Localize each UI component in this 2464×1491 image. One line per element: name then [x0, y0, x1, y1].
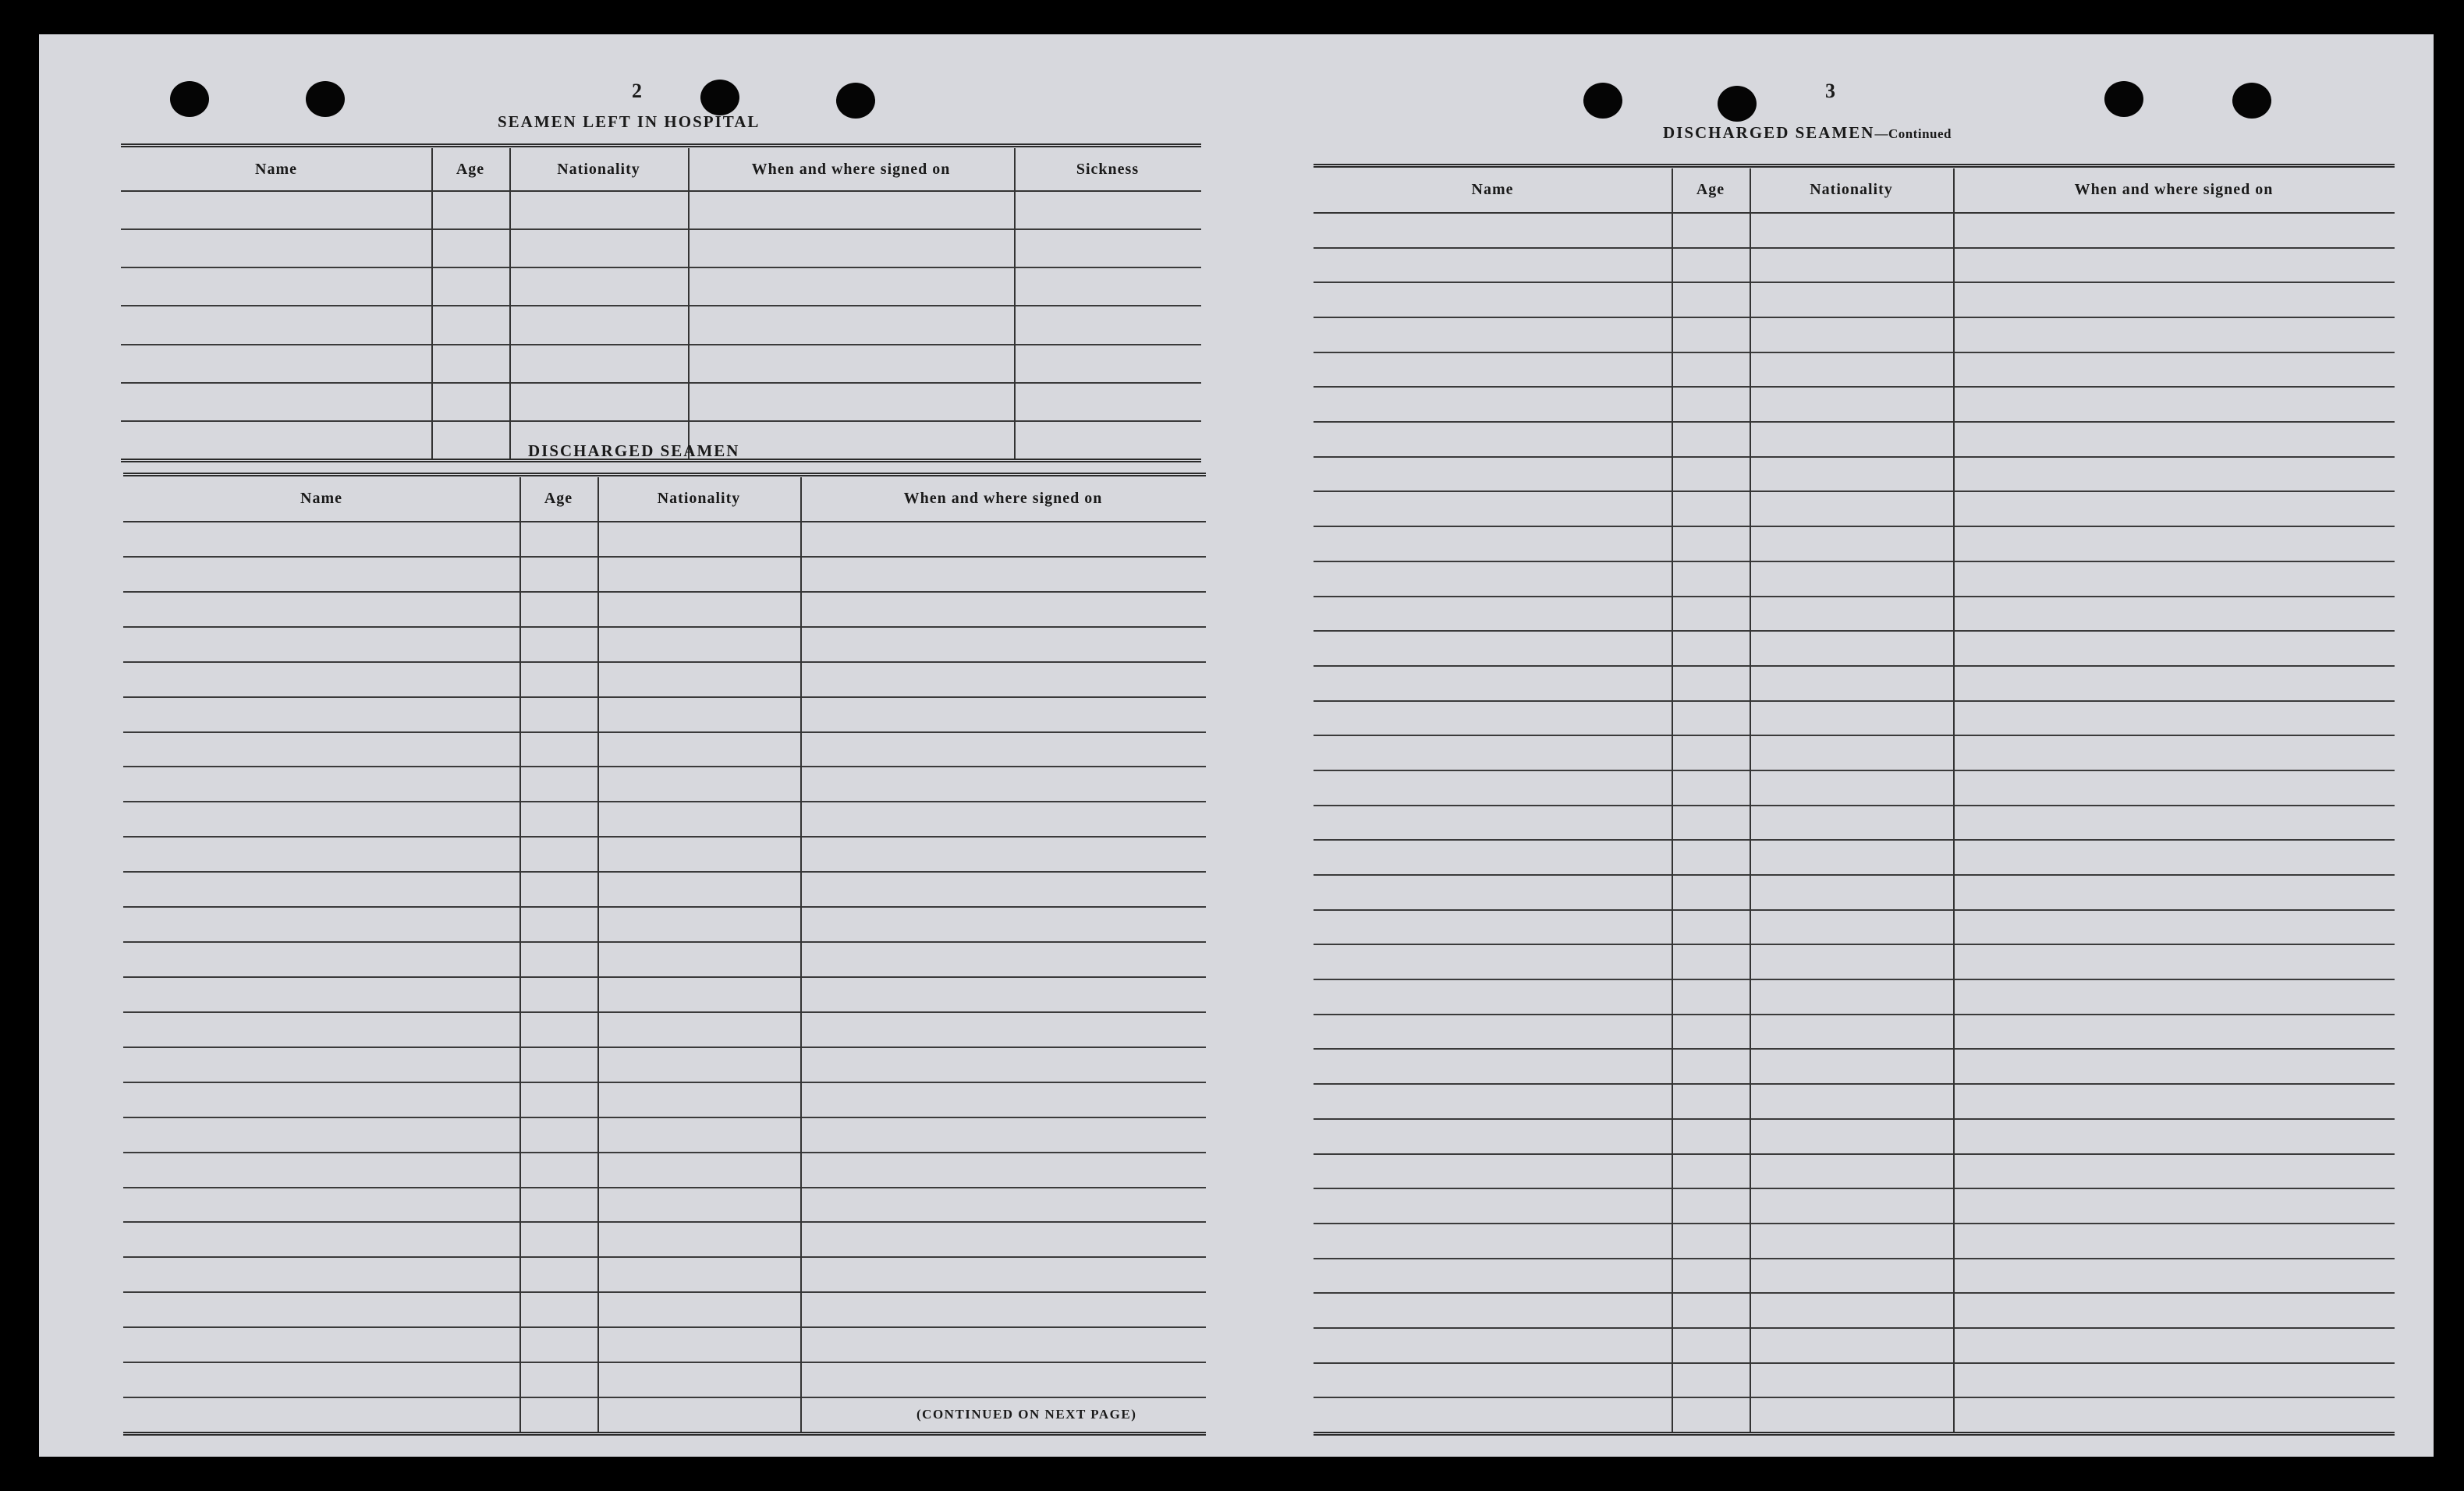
- continued-note: (CONTINUED ON NEXT PAGE): [916, 1407, 1137, 1422]
- column-divider: [1014, 148, 1016, 459]
- table-row-rule: [1314, 630, 2395, 632]
- form-sheet: [39, 34, 2434, 1457]
- table-row-rule: [123, 1326, 1206, 1328]
- table-row-rule: [1314, 979, 2395, 980]
- table-row-rule: [123, 1011, 1206, 1013]
- table-row-rule: [1314, 1188, 2395, 1189]
- table-row-rule: [1314, 386, 2395, 388]
- column-header-name: Name: [255, 160, 297, 178]
- header-rule: [121, 190, 1201, 192]
- punch-hole: [700, 80, 739, 115]
- column-divider: [597, 477, 599, 1432]
- table-row-rule: [123, 626, 1206, 628]
- table-row-rule: [123, 801, 1206, 802]
- table-row-rule: [1314, 1048, 2395, 1050]
- table-row-rule: [1314, 491, 2395, 492]
- table-row-rule: [1314, 665, 2395, 667]
- table-row-rule: [123, 696, 1206, 698]
- table-row-rule: [123, 1047, 1206, 1048]
- table-row-rule: [123, 661, 1206, 663]
- table-row-rule: [1314, 317, 2395, 318]
- table-row-rule: [1314, 1397, 2395, 1398]
- discharged-section-title: DISCHARGED SEAMEN: [528, 441, 740, 460]
- column-divider: [1953, 168, 1955, 1432]
- column-header-when-and-where-signed-on: When and where signed on: [2074, 180, 2274, 198]
- table-row-rule: [1314, 805, 2395, 806]
- table-row-rule: [1314, 944, 2395, 945]
- table-row-rule: [1314, 1362, 2395, 1364]
- table-row-rule: [1314, 352, 2395, 353]
- punch-hole: [836, 83, 875, 119]
- table-row-rule: [121, 228, 1201, 230]
- column-divider: [431, 148, 433, 459]
- header-rule: [1314, 212, 2395, 214]
- table-row-rule: [123, 1397, 1206, 1398]
- header-rule: [123, 521, 1206, 522]
- table-row-rule: [1314, 1118, 2395, 1120]
- column-header-nationality: Nationality: [657, 489, 741, 507]
- table-row-rule: [123, 1291, 1206, 1293]
- table-row-rule: [123, 1082, 1206, 1083]
- continued-suffix: —Continued: [1874, 126, 1952, 141]
- table-row-rule: [1314, 770, 2395, 771]
- table-row-rule: [123, 836, 1206, 838]
- table-row-rule: [123, 1221, 1206, 1223]
- table-row-rule: [1314, 456, 2395, 458]
- punch-hole: [2104, 81, 2143, 117]
- column-header-age: Age: [456, 160, 485, 178]
- column-header-when-and-where-signed-on: When and where signed on: [903, 489, 1103, 507]
- discharged-continued-title: [1663, 123, 1952, 143]
- table-row-rule: [123, 941, 1206, 943]
- table-row-rule: [121, 344, 1201, 345]
- table-row-rule: [123, 766, 1206, 767]
- table-row-rule: [1314, 247, 2395, 249]
- table-row-rule: [121, 382, 1201, 384]
- discharged-continued-table: [1314, 164, 2395, 1438]
- table-row-rule: [123, 871, 1206, 873]
- column-divider: [800, 477, 802, 1432]
- table-row-rule: [123, 591, 1206, 593]
- table-row-rule: [121, 305, 1201, 306]
- table-row-rule: [1314, 700, 2395, 702]
- column-header-nationality: Nationality: [1810, 180, 1893, 198]
- column-divider: [688, 148, 690, 459]
- column-header-when-and-where-signed-on: When and where signed on: [751, 160, 951, 178]
- page-number-right: 3: [1825, 80, 1835, 102]
- punch-hole: [1583, 83, 1622, 119]
- punch-hole: [1718, 86, 1757, 122]
- table-row-rule: [1314, 421, 2395, 423]
- table-row-rule: [121, 267, 1201, 268]
- table-row-rule: [1314, 874, 2395, 876]
- table-row-rule: [1314, 561, 2395, 562]
- table-row-rule: [1314, 1258, 2395, 1259]
- table-row-rule: [123, 1187, 1206, 1188]
- hospital-section-title: SEAMEN LEFT IN HOSPITAL: [498, 112, 760, 131]
- table-row-rule: [1314, 1223, 2395, 1224]
- column-header-age: Age: [1696, 180, 1725, 198]
- table-header: [123, 473, 1206, 523]
- table-bottom-rule: [1314, 1432, 2395, 1436]
- table-row-rule: [1314, 526, 2395, 527]
- table-row-rule: [1314, 1153, 2395, 1155]
- table-row-rule: [1314, 282, 2395, 283]
- table-row-rule: [123, 906, 1206, 908]
- punch-hole: [306, 81, 345, 117]
- discharged-continued-title-main: DISCHARGED SEAMEN: [1663, 123, 1875, 142]
- column-header-name: Name: [300, 489, 342, 507]
- table-row-rule: [121, 420, 1201, 422]
- table-row-rule: [123, 556, 1206, 558]
- punch-hole: [2232, 83, 2271, 119]
- table-row-rule: [123, 1117, 1206, 1118]
- punch-hole: [170, 81, 209, 117]
- table-header: [121, 143, 1201, 194]
- table-row-rule: [1314, 596, 2395, 597]
- table-row-rule: [123, 1362, 1206, 1363]
- discharged-table: [123, 473, 1206, 1438]
- column-header-name: Name: [1471, 180, 1514, 198]
- table-row-rule: [1314, 1014, 2395, 1015]
- hospital-table: [121, 143, 1201, 465]
- column-divider: [1750, 168, 1751, 1432]
- table-row-rule: [1314, 909, 2395, 911]
- table-row-rule: [1314, 1292, 2395, 1294]
- page-number-left: 2: [632, 80, 642, 102]
- table-header: [1314, 164, 2395, 214]
- table-row-rule: [123, 1152, 1206, 1153]
- column-header-sickness: Sickness: [1076, 160, 1140, 178]
- table-bottom-rule: [123, 1432, 1206, 1436]
- column-header-nationality: Nationality: [557, 160, 640, 178]
- column-divider: [519, 477, 521, 1432]
- table-row-rule: [123, 1256, 1206, 1258]
- table-row-rule: [1314, 1327, 2395, 1329]
- table-row-rule: [123, 976, 1206, 978]
- table-row-rule: [1314, 735, 2395, 736]
- table-row-rule: [1314, 839, 2395, 841]
- column-header-age: Age: [544, 489, 573, 507]
- table-row-rule: [1314, 1083, 2395, 1085]
- column-divider: [1672, 168, 1673, 1432]
- table-row-rule: [123, 731, 1206, 733]
- column-divider: [509, 148, 511, 459]
